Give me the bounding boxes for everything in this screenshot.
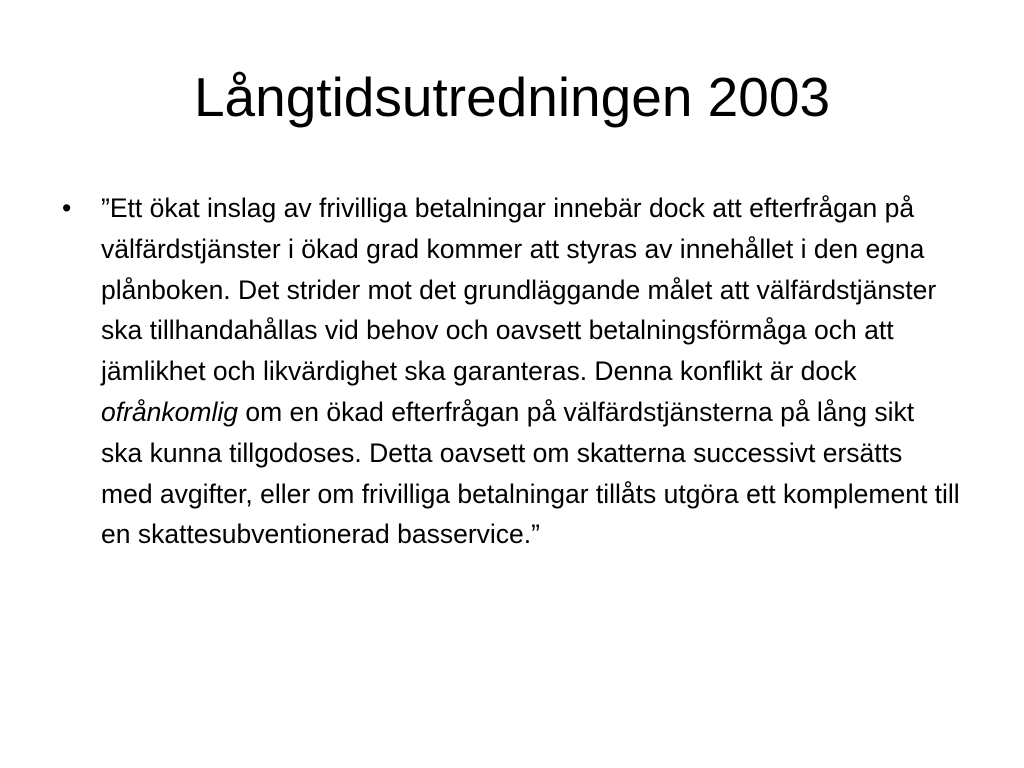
slide-title: Långtidsutredningen 2003: [193, 66, 831, 128]
quote-emphasis: ofrånkomlig: [101, 396, 238, 427]
bullet-icon: •: [62, 193, 72, 223]
quote-bullet-item: [60, 188, 960, 555]
quote-text-end: om en ökad efterfrågan på välfärdstjänsterna på lång sikt ska kunna tillgodoses. Detta oavsett om skatterna successivt ersätts med avgifter, eller om frivilliga betalningar tillåts utgöra ett komplement till en skattesubventionerad basservice.”: [101, 396, 960, 550]
quote-text-start: ”Ett ökat inslag av frivilliga betalningar innebär dock att efterfrågan på välfärdstjänster i ökad grad kommer att styras av innehållet i den egna plånboken. Det strider mot det grundläggande målet att välfärdstjänster ska tillhandahållas vid behov och oavsett betalningsförmåga och att jämlikhet och likvärdighet ska garanteras. Denna konflikt är dock: [101, 193, 937, 387]
bullet-list: [60, 188, 960, 555]
